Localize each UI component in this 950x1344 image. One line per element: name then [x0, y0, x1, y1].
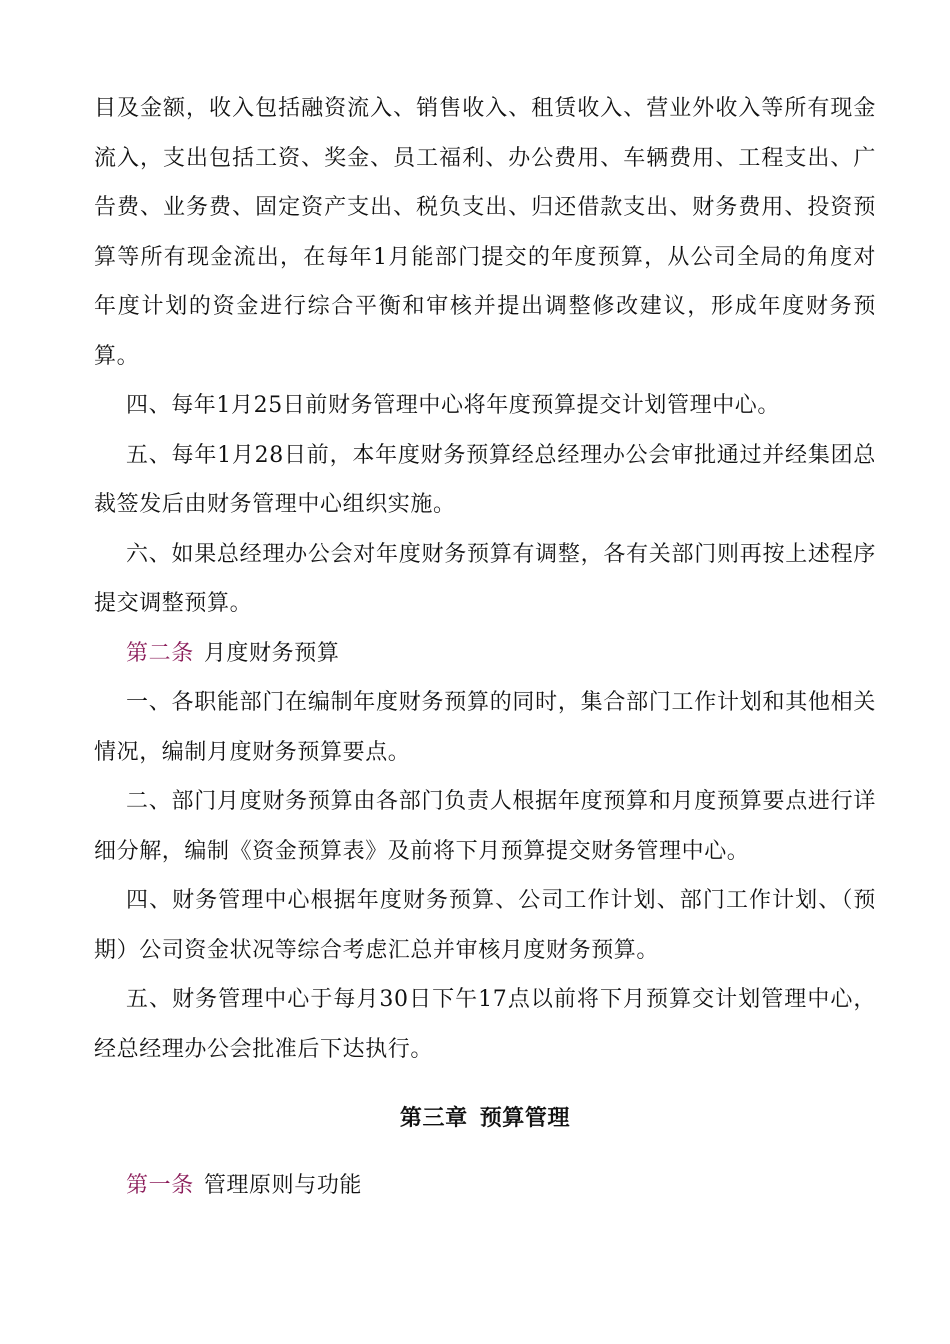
paragraph-monthly-1: 一、各职能部门在编制年度财务预算的同时，集合部门工作计划和其他相关情况，编制月度财务预算要点。 — [94, 690, 876, 765]
chapter-number: 第三章 — [399, 1105, 468, 1131]
paragraph-monthly-4: 四、财务管理中心根据年度财务预算、公司工作计划、部门工作计划、（预期）公司资金状况等综合考虑汇总并审核月度财务预算。 — [94, 888, 876, 963]
article-title: 月度财务预算 — [203, 640, 340, 666]
article-label: 第二条 — [126, 640, 194, 666]
paragraph-item-4: 四、每年1月25日前财务管理中心将年度预算提交计划管理中心。 — [126, 393, 780, 418]
paragraph-monthly-5: 五、财务管理中心于每月30日下午17点以前将下月预算交计划管理中心，经总经理办公会批准后下达执行。 — [94, 987, 876, 1062]
article-title: 管理原则与功能 — [203, 1172, 363, 1198]
paragraph-budget-scope: 目及金额，收入包括融资流入、销售收入、租赁收入、营业外收入等所有现金流入，支出包括工资、奖金、员工福利、办公费用、车辆费用、工程支出、广告费、业务费、固定资产支出、税负支出、归还借款支出、财务费用、投资预算等所有现金流出，在每年1月能部门提交的年度预算，从公司全局的角度对年度计划的资金进行综合平衡和审核并提出调整修改建议，形成年度财务预算。 — [94, 96, 876, 369]
article-heading-principles — [94, 1161, 876, 1211]
paragraph-monthly-2: 二、部门月度财务预算由各部门负责人根据年度预算和月度预算要点进行详细分解，编制《资金预算表》及前将下月预算提交财务管理中心。 — [94, 789, 876, 864]
paragraph-item-5: 五、每年1月28日前，本年度财务预算经总经理办公会审批通过并经集团总裁签发后由财务管理中心组织实施。 — [94, 442, 876, 517]
chapter-heading — [94, 1094, 876, 1144]
document-page — [94, 84, 876, 1210]
article-heading-monthly-budget — [94, 629, 876, 679]
paragraph-item-6: 六、如果总经理办公会对年度财务预算有调整，各有关部门则再按上述程序提交调整预算。 — [94, 541, 876, 616]
chapter-title: 预算管理 — [479, 1105, 571, 1131]
article-label: 第一条 — [126, 1172, 194, 1198]
